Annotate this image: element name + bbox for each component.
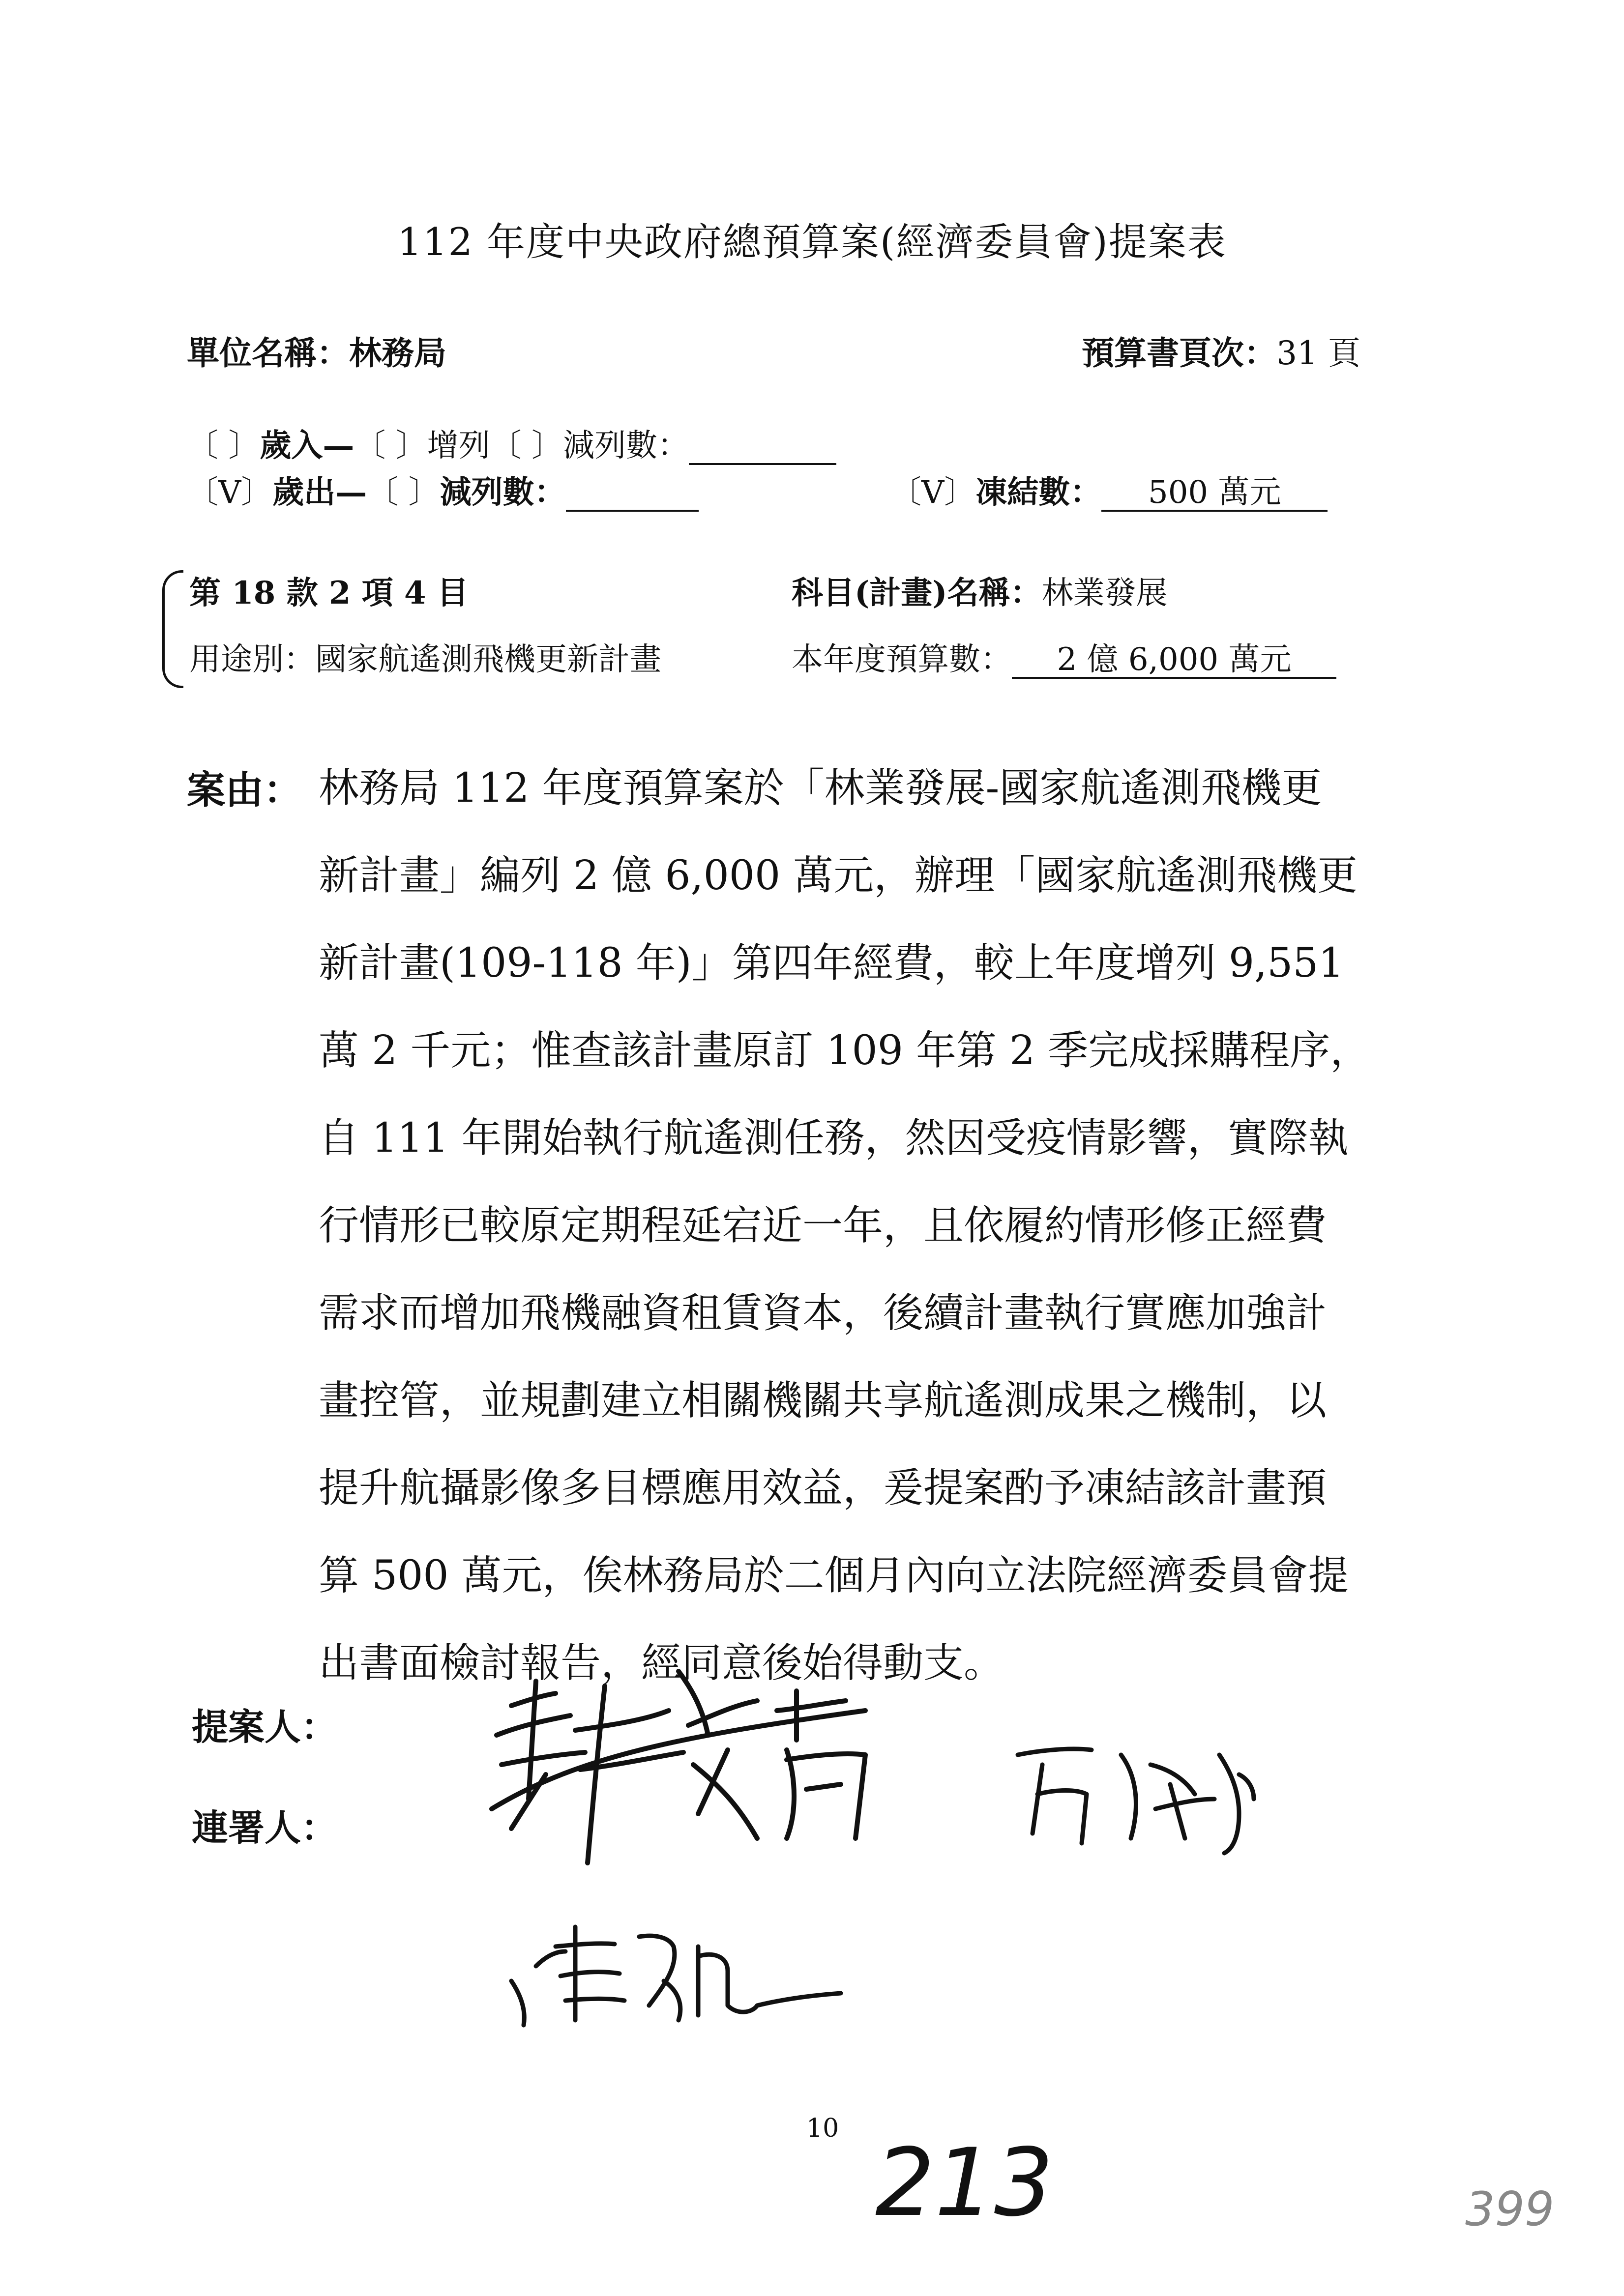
revenue-checkbox: 〔 〕: [187, 428, 260, 464]
case-line: 行情形已較原定期程延宕近一年，且依履約情形修正經費: [319, 1202, 1327, 1249]
budget-label: 本年度預算數：: [792, 641, 1012, 678]
revenue-label: 歲入—: [260, 427, 354, 464]
item-bracket: [162, 570, 183, 688]
expense-checkbox: 〔V〕: [187, 474, 273, 511]
purpose-field: [189, 634, 661, 679]
freeze-label: 凍結數：: [975, 474, 1102, 511]
freeze-value: 500 萬元: [1101, 475, 1328, 512]
increase-label: 增列: [427, 428, 490, 464]
decrease-label: 減列數：: [563, 428, 689, 464]
corner-page-number: 399: [1465, 2182, 1555, 2237]
freeze-checkbox: 〔V〕: [890, 474, 976, 511]
subject-value: 林業發展: [1041, 575, 1168, 611]
cosigner-signature-2: [502, 1907, 856, 2035]
proposer-label: 提案人：: [192, 1706, 337, 1748]
page-ref-field: [1082, 327, 1360, 374]
page-number: 10: [806, 2114, 839, 2143]
page-title: 112 年度中央政府總預算案(經濟委員會)提案表: [397, 220, 1227, 264]
case-line: 需求而增加飛機融資租賃資本，後續計畫執行實應加強計: [319, 1290, 1327, 1337]
purpose-value: 國家航遙測飛機更新計畫: [315, 641, 661, 678]
case-label: 案由：: [187, 768, 302, 813]
subject-field: [792, 568, 1168, 613]
unit-label: 單位名稱：: [187, 334, 349, 372]
expense-row: [187, 467, 699, 512]
case-line: 萬 2 千元；惟查該計畫原訂 109 年第 2 季完成採購程序，: [319, 1027, 1371, 1074]
expense-decrease-label: 減列數：: [440, 474, 566, 511]
case-line: 提升航攝影像多目標應用效益，爰提案酌予凍結該計畫預: [319, 1465, 1327, 1511]
subject-label: 科目(計畫)名稱：: [792, 575, 1042, 611]
budget-field: [792, 634, 1336, 679]
handwritten-page-number: 213: [875, 2128, 1054, 2237]
case-line: 算 500 萬元，俟林務局於二個月內向立法院經濟委員會提: [319, 1552, 1349, 1599]
case-line: 新計畫(109-118 年)」第四年經費，較上年度增列 9,551: [319, 940, 1344, 987]
expense-decrease-blank: [566, 475, 699, 512]
increase-checkbox: 〔 〕: [354, 428, 427, 464]
revenue-row: [187, 420, 836, 465]
unit-value: 林務局: [349, 334, 446, 372]
cosigner-label: 連署人：: [192, 1807, 337, 1849]
revenue-blank: [689, 429, 836, 465]
expense-label: 歲出—: [272, 474, 367, 511]
unit-field: [187, 327, 446, 374]
decrease-checkbox: 〔 〕: [490, 428, 563, 464]
case-line: 林務局 112 年度預算案於「林業發展-國家航遙測飛機更: [319, 765, 1322, 812]
budget-value: 2 億 6,000 萬元: [1012, 642, 1336, 679]
case-body: [320, 745, 1441, 1707]
page-ref-label: 預算書頁次：: [1082, 334, 1276, 372]
case-line: 新計畫」編列 2 億 6,000 萬元，辦理「國家航遙測飛機更: [319, 852, 1358, 899]
case-line: 畫控管，並規劃建立相關機關共享航遙測成果之機制，以: [319, 1377, 1327, 1424]
case-line: 自 111 年開始執行航遙測任務，然因受疫情影響，實際執: [319, 1115, 1349, 1162]
proposer-signature: [482, 1652, 924, 1907]
cosigner-signature-1: [1008, 1735, 1264, 1863]
page-ref-value: 31 頁: [1276, 334, 1360, 372]
case-line: 出書面檢討報告，經同意後始得動支。: [319, 1640, 1004, 1686]
item-code: 第 18 款 2 項 4 目: [189, 575, 469, 611]
expense-decrease-checkbox: 〔 〕: [367, 474, 440, 511]
purpose-label: 用途別：: [189, 641, 315, 678]
freeze-field: [890, 467, 1328, 512]
